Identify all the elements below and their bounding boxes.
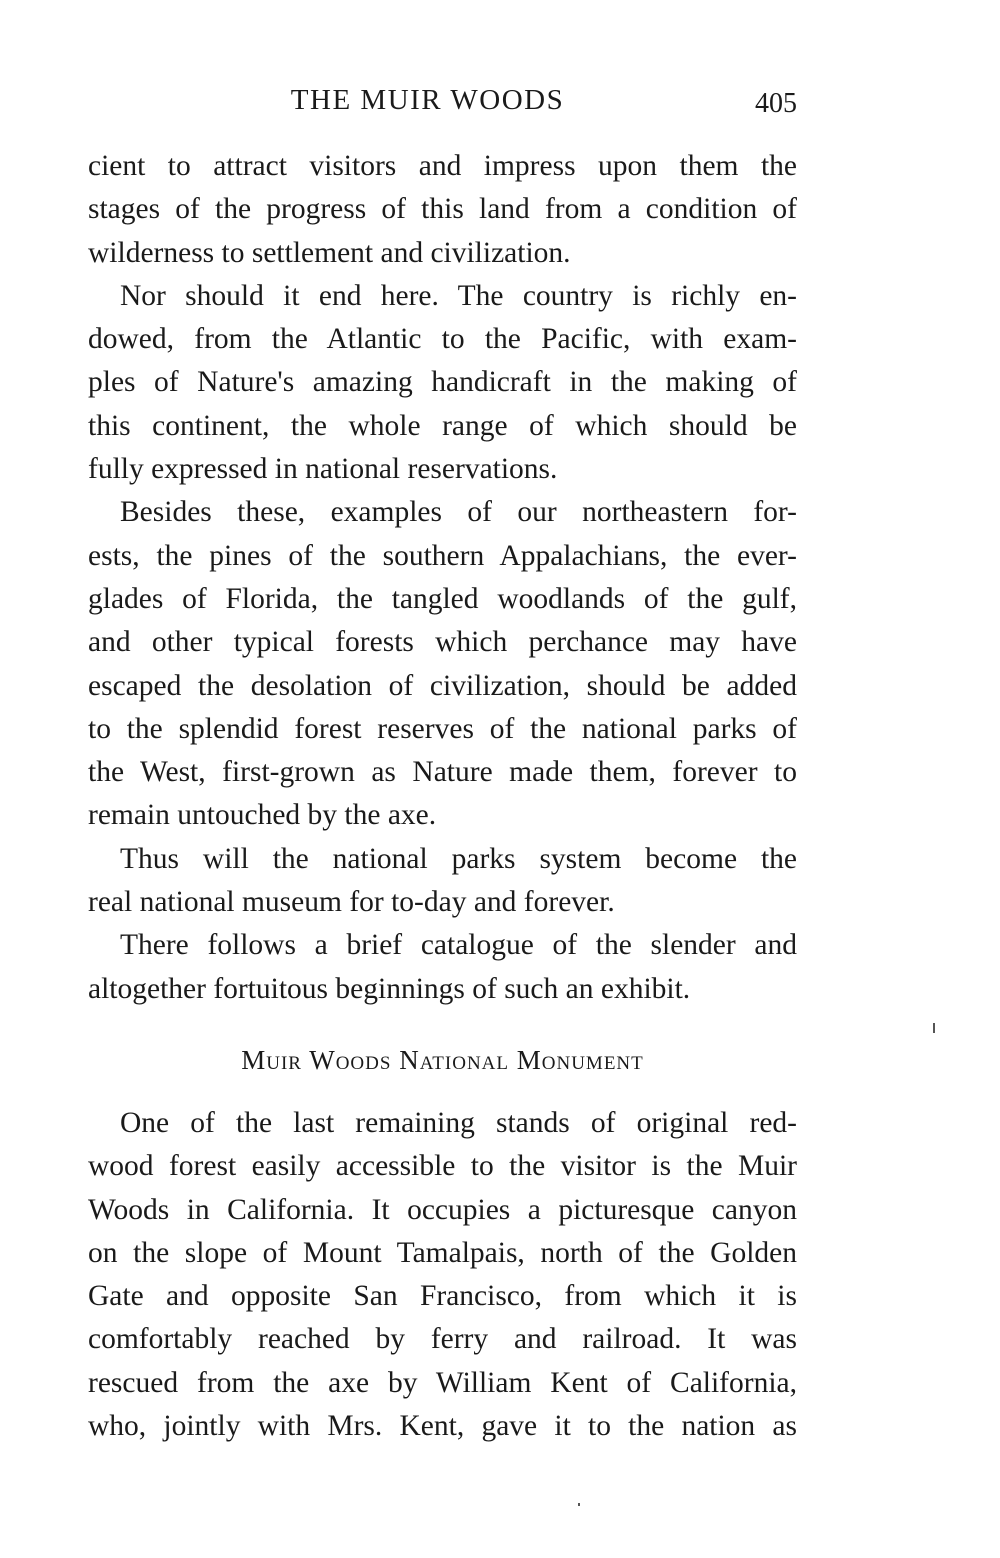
- text-line: who, jointly with Mrs. Kent, gave it to the nation as: [88, 1410, 797, 1443]
- body-text-upper: [88, 145, 797, 1011]
- text-line: fully expressed in national reservations.: [88, 453, 558, 486]
- text-line: Woods in California. It occupies a picturesque canyon: [88, 1193, 797, 1226]
- paragraph-2: [88, 275, 797, 491]
- text-line: this continent, the whole range of which should be: [88, 409, 797, 442]
- text-line: escaped the desolation of civilization, should be added: [88, 669, 797, 702]
- paragraph-6: [88, 1102, 797, 1448]
- text-line: to the splendid forest reserves of the national parks of: [88, 712, 797, 745]
- text-line: glades of Florida, the tangled woodlands of the gulf,: [88, 582, 797, 615]
- text-line: real national museum for to-day and forever.: [88, 886, 615, 919]
- section-heading: Muir Woods National Monument: [241, 1045, 644, 1075]
- text-line: rescued from the axe by William Kent of California,: [88, 1366, 797, 1399]
- scan-speck: [578, 1503, 580, 1506]
- text-line: ples of Nature's amazing handicraft in the making of: [88, 366, 797, 399]
- running-title: THE MUIR WOODS: [290, 84, 565, 116]
- text-line: remain untouched by the axe.: [88, 799, 437, 832]
- text-line: ests, the pines of the southern Appalachians, the ever-: [88, 539, 797, 572]
- text-line: and other typical forests which perchance may have: [88, 626, 797, 659]
- text-line: the West, first-grown as Nature made them, forever to: [88, 756, 797, 789]
- text-line: dowed, from the Atlantic to the Pacific, with exam-: [88, 323, 797, 356]
- paragraph-3: [88, 491, 797, 837]
- paragraph-4: [88, 838, 797, 925]
- page-number: 405: [755, 88, 797, 119]
- text-line: Nor should it end here. The country is richly en-: [120, 279, 797, 312]
- text-line: Gate and opposite San Francisco, from which it is: [88, 1280, 797, 1313]
- text-line: comfortably reached by ferry and railroad. It was: [88, 1323, 797, 1356]
- text-line: There follows a brief catalogue of the slender and: [120, 929, 797, 962]
- running-head: [88, 84, 797, 124]
- text-line: stages of the progress of this land from a condition of: [88, 193, 797, 226]
- text-line: Thus will the national parks system become the: [120, 842, 797, 875]
- body-text-lower: [88, 1102, 797, 1448]
- paragraph-1: [88, 145, 797, 275]
- text-line: Besides these, examples of our northeastern for-: [120, 496, 797, 529]
- paragraph-5: [88, 924, 797, 1011]
- text-line: wood forest easily accessible to the visitor is the Muir: [88, 1150, 797, 1183]
- text-line: altogether fortuitous beginnings of such an exhibit.: [88, 972, 691, 1005]
- text-line: wilderness to settlement and civilization.: [88, 236, 571, 269]
- scan-speck: [933, 1023, 935, 1033]
- text-line: on the slope of Mount Tamalpais, north of the Golden: [88, 1236, 797, 1269]
- text-line: cient to attract visitors and impress upon them the: [88, 150, 797, 182]
- text-line: One of the last remaining stands of original red-: [120, 1107, 797, 1139]
